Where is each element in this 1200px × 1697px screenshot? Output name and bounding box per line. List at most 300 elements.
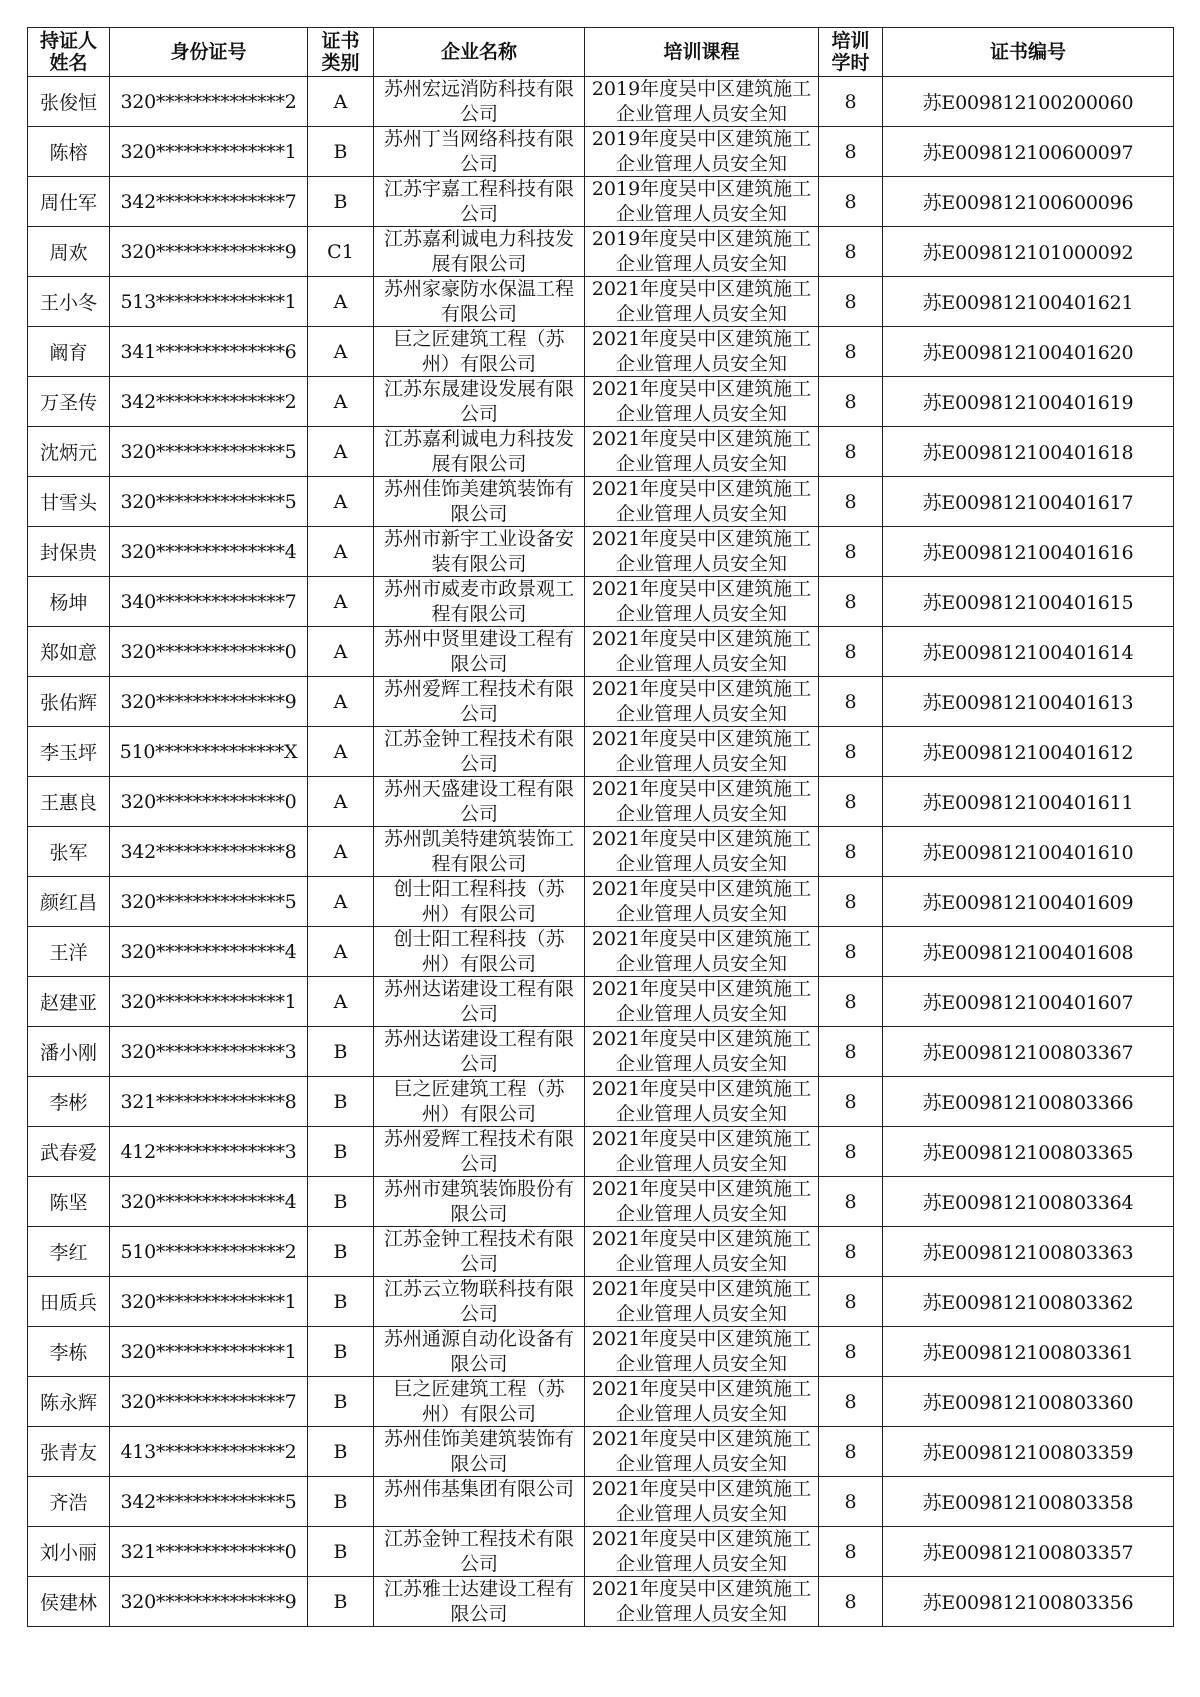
cell-cert-number: 苏E009812100803363: [883, 1227, 1174, 1277]
table-row: [28, 577, 1174, 627]
cell-company-text: 苏州天盛建设工程有限公司: [383, 778, 574, 824]
cell-cert-number: 苏E009812100600096: [883, 177, 1174, 227]
table-row: [28, 1377, 1174, 1427]
cell-course-text: 2019年度吴中区建筑施工企业管理人员安全知: [591, 128, 812, 174]
cell-course-text: 2019年度吴中区建筑施工企业管理人员安全知: [591, 78, 812, 124]
cell-course: [585, 1527, 819, 1577]
cell-hours: 8: [819, 877, 883, 927]
cell-holder-name: 封保贵: [28, 527, 110, 577]
table-body: [28, 77, 1174, 1627]
cell-holder-name: 张青友: [28, 1427, 110, 1477]
cell-cert-type: B: [308, 1577, 374, 1627]
cell-cert-number: 苏E009812100803365: [883, 1127, 1174, 1177]
cell-course-text: 2021年度吴中区建筑施工企业管理人员安全知: [591, 1128, 812, 1174]
cell-holder-name: 田质兵: [28, 1277, 110, 1327]
cell-course-text: 2021年度吴中区建筑施工企业管理人员安全知: [591, 578, 812, 624]
cell-cert-type: B: [308, 1527, 374, 1577]
cell-cert-number: 苏E009812100803364: [883, 1177, 1174, 1227]
cell-course-text: 2021年度吴中区建筑施工企业管理人员安全知: [591, 1278, 812, 1324]
cell-company: [374, 627, 585, 677]
cell-course-text: 2021年度吴中区建筑施工企业管理人员安全知: [591, 428, 812, 474]
cell-company-text: 苏州中贤里建设工程有限公司: [383, 628, 574, 674]
cell-course-text: 2021年度吴中区建筑施工企业管理人员安全知: [591, 778, 812, 824]
cell-cert-type: B: [308, 1277, 374, 1327]
table-row: [28, 1427, 1174, 1477]
table-row: [28, 327, 1174, 377]
cell-cert-number: 苏E009812100401613: [883, 677, 1174, 727]
cell-company: [374, 1277, 585, 1327]
header-id-number: 身份证号: [110, 28, 308, 77]
cell-company: [374, 1027, 585, 1077]
cell-holder-name: 颜红昌: [28, 877, 110, 927]
cell-id-number: 342**************7: [110, 177, 308, 227]
cell-course-text: 2021年度吴中区建筑施工企业管理人员安全知: [591, 928, 812, 974]
cell-hours: 8: [819, 227, 883, 277]
cell-holder-name: 齐浩: [28, 1477, 110, 1527]
table-row: [28, 677, 1174, 727]
cell-company: [374, 127, 585, 177]
cell-holder-name: 武春爱: [28, 1127, 110, 1177]
cell-cert-type: B: [308, 1177, 374, 1227]
cell-company: [374, 1177, 585, 1227]
cell-cert-type: A: [308, 927, 374, 977]
cell-company: [374, 1327, 585, 1377]
cell-cert-type: B: [308, 1077, 374, 1127]
cell-holder-name: 郑如意: [28, 627, 110, 677]
cell-cert-number: 苏E009812100401611: [883, 777, 1174, 827]
header-course: 培训课程: [585, 28, 819, 77]
cell-course: [585, 427, 819, 477]
header-cert-type: 证书类别: [308, 28, 374, 77]
header-holder-name: 持证人姓名: [28, 28, 110, 77]
cell-id-number: 320**************5: [110, 477, 308, 527]
cell-course: [585, 1027, 819, 1077]
cell-hours: 8: [819, 1127, 883, 1177]
cell-course: [585, 1577, 819, 1627]
table-row: [28, 127, 1174, 177]
cell-company: [374, 77, 585, 127]
cell-company-text: 江苏金钟工程技术有限公司: [383, 1228, 574, 1274]
cell-id-number: 320**************9: [110, 1577, 308, 1627]
cell-company-text: 苏州市新宇工业设备安装有限公司: [383, 528, 574, 574]
cell-holder-name: 张佑辉: [28, 677, 110, 727]
cell-company-text: 江苏东晟建设发展有限公司: [383, 378, 574, 424]
cell-cert-type: B: [308, 1327, 374, 1377]
cell-holder-name: 王洋: [28, 927, 110, 977]
cell-company: [374, 1477, 585, 1527]
cell-hours: 8: [819, 77, 883, 127]
cell-id-number: 320**************0: [110, 627, 308, 677]
cell-hours: 8: [819, 827, 883, 877]
cell-hours: 8: [819, 127, 883, 177]
cell-id-number: 320**************9: [110, 227, 308, 277]
cell-course-text: 2021年度吴中区建筑施工企业管理人员安全知: [591, 1228, 812, 1274]
cell-id-number: 341**************6: [110, 327, 308, 377]
table-row: [28, 977, 1174, 1027]
cell-id-number: 320**************4: [110, 927, 308, 977]
cell-company-text: 苏州爱辉工程技术有限公司: [383, 1128, 574, 1174]
cell-holder-name: 张俊恒: [28, 77, 110, 127]
cell-cert-type: A: [308, 777, 374, 827]
cell-course: [585, 377, 819, 427]
table-row: [28, 527, 1174, 577]
cell-company: [374, 1527, 585, 1577]
cell-company: [374, 427, 585, 477]
cell-company-text: 苏州佳饰美建筑装饰有限公司: [383, 1428, 574, 1474]
table-row: [28, 1527, 1174, 1577]
cell-holder-name: 李彬: [28, 1077, 110, 1127]
cell-course-text: 2021年度吴中区建筑施工企业管理人员安全知: [591, 1178, 812, 1224]
cell-id-number: 320**************5: [110, 877, 308, 927]
cell-course: [585, 577, 819, 627]
cell-cert-number: 苏E009812100600097: [883, 127, 1174, 177]
cell-cert-number: 苏E009812100401612: [883, 727, 1174, 777]
cell-company-text: 苏州宏远消防科技有限公司: [383, 78, 574, 124]
cell-cert-type: B: [308, 1027, 374, 1077]
cell-company-text: 江苏宇嘉工程科技有限公司: [383, 178, 574, 224]
cell-company-text: 苏州达诺建设工程有限公司: [383, 978, 574, 1024]
cell-company-text: 苏州家豪防水保温工程有限公司: [383, 278, 574, 324]
cell-company-text: 创士阳工程科技（苏州）有限公司: [393, 928, 565, 974]
cell-course-text: 2021年度吴中区建筑施工企业管理人员安全知: [591, 378, 812, 424]
cell-cert-number: 苏E009812100401621: [883, 277, 1174, 327]
cell-cert-type: A: [308, 577, 374, 627]
cell-company-text: 苏州达诺建设工程有限公司: [383, 1028, 574, 1074]
cell-course: [585, 1327, 819, 1377]
cell-company: [374, 1227, 585, 1277]
cell-course: [585, 77, 819, 127]
cell-company-text: 巨之匠建筑工程（苏州）有限公司: [393, 1078, 565, 1124]
cell-id-number: 320**************5: [110, 427, 308, 477]
table-row: [28, 727, 1174, 777]
cell-course: [585, 1127, 819, 1177]
cell-company: [374, 1427, 585, 1477]
cell-hours: 8: [819, 777, 883, 827]
cell-course-text: 2021年度吴中区建筑施工企业管理人员安全知: [591, 678, 812, 724]
cell-company-text: 苏州通源自动化设备有限公司: [383, 1328, 574, 1374]
cell-cert-type: C1: [308, 227, 374, 277]
cell-cert-number: 苏E009812100401615: [883, 577, 1174, 627]
cell-hours: 8: [819, 1077, 883, 1127]
cell-company: [374, 1127, 585, 1177]
cell-cert-type: B: [308, 1377, 374, 1427]
cell-id-number: 320**************4: [110, 527, 308, 577]
table-row: [28, 777, 1174, 827]
cell-company: [374, 1377, 585, 1427]
table-row: [28, 1027, 1174, 1077]
cell-cert-type: A: [308, 427, 374, 477]
table-row: [28, 1577, 1174, 1627]
cell-id-number: 320**************1: [110, 1277, 308, 1327]
cell-company-text: 苏州爱辉工程技术有限公司: [383, 678, 574, 724]
table-row: [28, 1327, 1174, 1377]
cell-cert-number: 苏E009812100803356: [883, 1577, 1174, 1627]
table-row: [28, 277, 1174, 327]
cell-company-text: 江苏云立物联科技有限公司: [383, 1278, 574, 1324]
cell-company: [374, 727, 585, 777]
cell-course: [585, 1177, 819, 1227]
cell-cert-type: A: [308, 527, 374, 577]
cell-holder-name: 陈永辉: [28, 1377, 110, 1427]
header-row: [28, 28, 1174, 77]
cell-company-text: 巨之匠建筑工程（苏州）有限公司: [393, 1378, 565, 1424]
cell-course-text: 2021年度吴中区建筑施工企业管理人员安全知: [591, 728, 812, 774]
cell-course-text: 2021年度吴中区建筑施工企业管理人员安全知: [591, 1528, 812, 1574]
cell-cert-number: 苏E009812100401608: [883, 927, 1174, 977]
cell-company-text: 江苏雅士达建设工程有限公司: [383, 1578, 574, 1624]
cell-hours: 8: [819, 677, 883, 727]
cell-id-number: 320**************4: [110, 1177, 308, 1227]
cell-id-number: 342**************2: [110, 377, 308, 427]
cell-company-text: 江苏金钟工程技术有限公司: [383, 1528, 574, 1574]
cell-cert-number: 苏E009812101000092: [883, 227, 1174, 277]
cell-course: [585, 1477, 819, 1527]
cell-company-text: 江苏嘉利诚电力科技发展有限公司: [383, 228, 574, 274]
cell-hours: 8: [819, 1177, 883, 1227]
cell-holder-name: 陈坚: [28, 1177, 110, 1227]
cell-course: [585, 877, 819, 927]
table-row: [28, 927, 1174, 977]
cell-course: [585, 277, 819, 327]
cell-course: [585, 227, 819, 277]
cell-id-number: 510**************X: [110, 727, 308, 777]
cell-course: [585, 177, 819, 227]
cell-hours: 8: [819, 1377, 883, 1427]
cell-course-text: 2021年度吴中区建筑施工企业管理人员安全知: [591, 1478, 812, 1524]
cell-holder-name: 刘小丽: [28, 1527, 110, 1577]
cell-holder-name: 周仕军: [28, 177, 110, 227]
cell-id-number: 320**************1: [110, 127, 308, 177]
cell-company: [374, 527, 585, 577]
cell-hours: 8: [819, 427, 883, 477]
cell-course: [585, 477, 819, 527]
cell-cert-type: B: [308, 1127, 374, 1177]
cell-cert-type: B: [308, 1427, 374, 1477]
cell-id-number: 320**************1: [110, 1327, 308, 1377]
cell-course-text: 2021年度吴中区建筑施工企业管理人员安全知: [591, 1378, 812, 1424]
cell-company: [374, 577, 585, 627]
table-row: [28, 377, 1174, 427]
cell-hours: 8: [819, 1477, 883, 1527]
cell-id-number: 320**************2: [110, 77, 308, 127]
cell-hours: 8: [819, 1327, 883, 1377]
cell-cert-type: A: [308, 627, 374, 677]
table-row: [28, 177, 1174, 227]
cell-holder-name: 王惠良: [28, 777, 110, 827]
table-row: [28, 1277, 1174, 1327]
cell-hours: 8: [819, 177, 883, 227]
table-row: [28, 627, 1174, 677]
cell-course-text: 2021年度吴中区建筑施工企业管理人员安全知: [591, 528, 812, 574]
certificate-table: [27, 27, 1174, 1627]
cell-holder-name: 沈炳元: [28, 427, 110, 477]
cell-company-text: 苏州市威麦市政景观工程有限公司: [383, 578, 574, 624]
cell-cert-type: A: [308, 977, 374, 1027]
cell-id-number: 321**************8: [110, 1077, 308, 1127]
cell-cert-number: 苏E009812100401619: [883, 377, 1174, 427]
table-row: [28, 227, 1174, 277]
cell-cert-type: A: [308, 827, 374, 877]
cell-cert-number: 苏E009812100401609: [883, 877, 1174, 927]
cell-cert-number: 苏E009812100803357: [883, 1527, 1174, 1577]
cell-company: [374, 927, 585, 977]
cell-holder-name: 杨坤: [28, 577, 110, 627]
cell-holder-name: 周欢: [28, 227, 110, 277]
cell-cert-number: 苏E009812100401610: [883, 827, 1174, 877]
cell-id-number: 510**************2: [110, 1227, 308, 1277]
cell-company-text: 江苏嘉利诚电力科技发展有限公司: [383, 428, 574, 474]
cell-course-text: 2021年度吴中区建筑施工企业管理人员安全知: [591, 1028, 812, 1074]
table-row: [28, 1077, 1174, 1127]
cell-cert-type: A: [308, 477, 374, 527]
cell-course: [585, 127, 819, 177]
table-row: [28, 877, 1174, 927]
cell-course: [585, 1377, 819, 1427]
cell-cert-number: 苏E009812100401607: [883, 977, 1174, 1027]
cell-id-number: 321**************0: [110, 1527, 308, 1577]
cell-course: [585, 327, 819, 377]
cell-company: [374, 227, 585, 277]
cell-course-text: 2021年度吴中区建筑施工企业管理人员安全知: [591, 1428, 812, 1474]
cell-hours: 8: [819, 1577, 883, 1627]
cell-company: [374, 327, 585, 377]
cell-id-number: 340**************7: [110, 577, 308, 627]
cell-course: [585, 1227, 819, 1277]
cell-id-number: 320**************3: [110, 1027, 308, 1077]
cell-cert-type: A: [308, 277, 374, 327]
cell-course-text: 2019年度吴中区建筑施工企业管理人员安全知: [591, 228, 812, 274]
table-header: [28, 28, 1174, 77]
cell-course-text: 2021年度吴中区建筑施工企业管理人员安全知: [591, 278, 812, 324]
cell-course-text: 2021年度吴中区建筑施工企业管理人员安全知: [591, 878, 812, 924]
table-row: [28, 1477, 1174, 1527]
cell-hours: 8: [819, 1227, 883, 1277]
cell-company: [374, 677, 585, 727]
cell-holder-name: 李红: [28, 1227, 110, 1277]
cell-id-number: 320**************0: [110, 777, 308, 827]
cell-company-text: 苏州市建筑装饰股份有限公司: [383, 1178, 574, 1224]
cell-id-number: 342**************8: [110, 827, 308, 877]
cell-holder-name: 陈榕: [28, 127, 110, 177]
cell-id-number: 413**************2: [110, 1427, 308, 1477]
cell-cert-number: 苏E009812100803358: [883, 1477, 1174, 1527]
cell-cert-type: A: [308, 677, 374, 727]
cell-hours: 8: [819, 277, 883, 327]
cell-course-text: 2021年度吴中区建筑施工企业管理人员安全知: [591, 1078, 812, 1124]
cell-id-number: 320**************1: [110, 977, 308, 1027]
cell-course: [585, 1077, 819, 1127]
cell-course: [585, 627, 819, 677]
cell-holder-name: 李玉坪: [28, 727, 110, 777]
cell-id-number: 342**************5: [110, 1477, 308, 1527]
cell-course: [585, 777, 819, 827]
cell-hours: 8: [819, 377, 883, 427]
cell-hours: 8: [819, 927, 883, 977]
cell-holder-name: 侯建林: [28, 1577, 110, 1627]
cell-holder-name: 潘小刚: [28, 1027, 110, 1077]
cell-company: [374, 977, 585, 1027]
cell-course: [585, 1427, 819, 1477]
cell-cert-number: 苏E009812100401618: [883, 427, 1174, 477]
cell-holder-name: 阚育: [28, 327, 110, 377]
cell-course-text: 2021年度吴中区建筑施工企业管理人员安全知: [591, 1578, 812, 1624]
cell-cert-number: 苏E009812100401616: [883, 527, 1174, 577]
cell-company-text: 江苏金钟工程技术有限公司: [383, 728, 574, 774]
cell-cert-number: 苏E009812100803359: [883, 1427, 1174, 1477]
cell-course: [585, 927, 819, 977]
table-row: [28, 427, 1174, 477]
cell-company: [374, 827, 585, 877]
table-row: [28, 77, 1174, 127]
cell-holder-name: 李栋: [28, 1327, 110, 1377]
cell-company-text: 创士阳工程科技（苏州）有限公司: [393, 878, 565, 924]
cell-company: [374, 477, 585, 527]
cell-cert-type: A: [308, 77, 374, 127]
cell-course: [585, 677, 819, 727]
cell-hours: 8: [819, 1277, 883, 1327]
cell-holder-name: 赵建亚: [28, 977, 110, 1027]
cell-hours: 8: [819, 1527, 883, 1577]
cell-hours: 8: [819, 977, 883, 1027]
cell-cert-number: 苏E009812100401614: [883, 627, 1174, 677]
cell-course-text: 2021年度吴中区建筑施工企业管理人员安全知: [591, 828, 812, 874]
cell-cert-number: 苏E009812100803366: [883, 1077, 1174, 1127]
cell-company-text: 苏州伟基集团有限公司: [383, 1478, 574, 1500]
cell-cert-number: 苏E009812100803362: [883, 1277, 1174, 1327]
cell-company-text: 巨之匠建筑工程（苏州）有限公司: [393, 328, 565, 374]
cell-course-text: 2021年度吴中区建筑施工企业管理人员安全知: [591, 328, 812, 374]
cell-hours: 8: [819, 1027, 883, 1077]
cell-id-number: 513**************1: [110, 277, 308, 327]
cell-cert-type: B: [308, 1227, 374, 1277]
cell-course: [585, 827, 819, 877]
cell-course-text: 2021年度吴中区建筑施工企业管理人员安全知: [591, 628, 812, 674]
cell-hours: 8: [819, 577, 883, 627]
header-cert-number: 证书编号: [883, 28, 1174, 77]
table-row: [28, 827, 1174, 877]
cell-course-text: 2021年度吴中区建筑施工企业管理人员安全知: [591, 978, 812, 1024]
cell-hours: 8: [819, 527, 883, 577]
cell-cert-type: B: [308, 1477, 374, 1527]
cell-company: [374, 877, 585, 927]
cell-cert-type: A: [308, 327, 374, 377]
table-row: [28, 477, 1174, 527]
cell-company: [374, 1577, 585, 1627]
cell-cert-number: 苏E009812100803367: [883, 1027, 1174, 1077]
cell-company: [374, 777, 585, 827]
cell-company-text: 苏州佳饰美建筑装饰有限公司: [383, 478, 574, 524]
table-row: [28, 1177, 1174, 1227]
table-row: [28, 1227, 1174, 1277]
header-company: 企业名称: [374, 28, 585, 77]
cell-holder-name: 王小冬: [28, 277, 110, 327]
cell-course: [585, 727, 819, 777]
cell-cert-type: A: [308, 727, 374, 777]
cell-hours: 8: [819, 627, 883, 677]
cell-cert-number: 苏E009812100401620: [883, 327, 1174, 377]
cell-company: [374, 277, 585, 327]
cell-hours: 8: [819, 727, 883, 777]
cell-cert-number: 苏E009812100803361: [883, 1327, 1174, 1377]
cell-cert-number: 苏E009812100200060: [883, 77, 1174, 127]
cell-holder-name: 万圣传: [28, 377, 110, 427]
cell-cert-number: 苏E009812100803360: [883, 1377, 1174, 1427]
cell-course: [585, 1277, 819, 1327]
cell-hours: 8: [819, 327, 883, 377]
cell-hours: 8: [819, 477, 883, 527]
cell-holder-name: 张军: [28, 827, 110, 877]
cell-course: [585, 527, 819, 577]
